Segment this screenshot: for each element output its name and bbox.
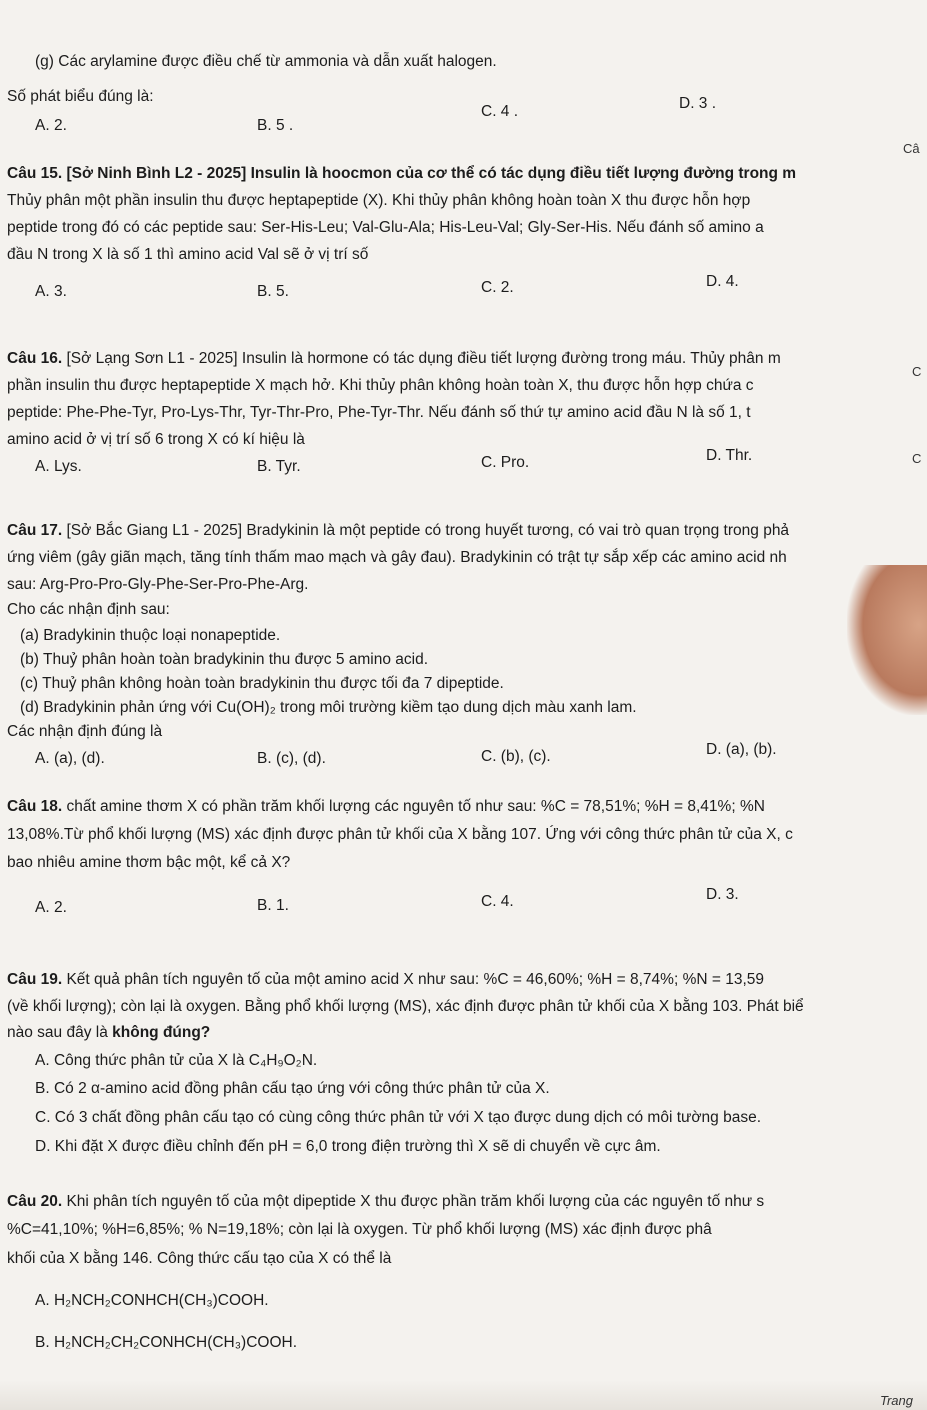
q19-option-b: B. Có 2 α-amino acid đồng phân cấu tạo ứng với công thức phân tử của X. [35, 1080, 550, 1097]
q17-line-3: sau: Arg-Pro-Pro-Gly-Phe-Ser-Pro-Phe-Arg. [7, 576, 309, 593]
q17-label: Câu 17. [7, 522, 63, 539]
top-option-c: C. 4 . [481, 103, 519, 120]
q18-option-d: D. 3. [706, 886, 739, 903]
q15-option-d: D. 4. [706, 273, 739, 290]
q18-option-c: C. 4. [481, 893, 514, 910]
q17-option-b: B. (c), (d). [257, 750, 326, 767]
q19-option-a: A. Công thức phân tử của X là C₄H₉O₂N. [35, 1052, 318, 1069]
top-option-b: B. 5 . [257, 117, 294, 134]
q15-option-c: C. 2. [481, 279, 514, 296]
q15-option-a: A. 3. [35, 283, 67, 300]
q19-option-d: D. Khi đặt X được điều chỉnh đến pH = 6,0 trong điện trường thì X sẽ di chuyển về cực âm. [35, 1138, 661, 1155]
margin-fragment: C [912, 364, 922, 379]
margin-fragment: Câ [903, 141, 920, 156]
q16-option-c: C. Pro. [481, 454, 530, 471]
q19-bold-phrase: không đúng? [112, 1024, 211, 1041]
prompt-count: Số phát biểu đúng là: [7, 88, 154, 105]
q16-label: Câu 16. [7, 350, 63, 367]
q19-label: Câu 19. [7, 971, 63, 988]
q15-line-3: peptide trong đó có các peptide sau: Ser-His-Leu; Val-Glu-Ala; His-Leu-Val; Gly-Ser-His. Nếu đánh số amino a [7, 219, 764, 236]
q16-option-d: D. Thr. [706, 447, 753, 464]
q17-option-c: C. (b), (c). [481, 748, 551, 765]
q19-line-1: Câu 19. Kết quả phân tích nguyên tố của một amino acid X như sau: %C = 46,60%; %H = 8,74%; %N = 13,59 [7, 971, 764, 988]
q20-line-1: Câu 20. Khi phân tích nguyên tố của một dipeptide X thu được phần trăm khối lượng của các nguyên tố như s [7, 1193, 765, 1210]
q17-statement-b: (b) Thuỷ phân hoàn toàn bradykinin thu được 5 amino acid. [20, 651, 429, 668]
q15-option-b: B. 5. [257, 283, 289, 300]
q17-line-1: Câu 17. [Sở Bắc Giang L1 - 2025] Bradykinin là một peptide có trong huyết tương, có vai trò quan trọng trong phả [7, 522, 790, 539]
top-option-a: A. 2. [35, 117, 67, 134]
q17-prompt: Các nhận định đúng là [7, 723, 163, 740]
q15-label: Câu 15. [7, 165, 63, 182]
q17-statement-c: (c) Thuỷ phân không hoàn toàn bradykinin thu được tối đa 7 dipeptide. [20, 675, 504, 692]
q18-line-1: Câu 18. chất amine thơm X có phần trăm khối lượng các nguyên tố như sau: %C = 78,51%; %H = 8,41%; %N [7, 798, 765, 815]
page-bottom-shade [0, 1380, 927, 1410]
q17-line-2: ứng viêm (gây giãn mạch, tăng tính thấm mao mạch và gây đau). Bradykinin có trật tự sắp xếp các amino acid nh [7, 549, 787, 566]
q18-label: Câu 18. [7, 798, 63, 815]
q15-line-4: đầu N trong X là số 1 thì amino acid Val sẽ ở vị trí số [7, 246, 369, 263]
q18-line-3: bao nhiêu amine thơm bậc một, kể cả X? [7, 854, 291, 871]
q16-line-4: amino acid ở vị trí số 6 trong X có kí hiệu là [7, 431, 305, 448]
q17-line-4: Cho các nhận định sau: [7, 601, 170, 618]
q16-line-2: phần insulin thu được heptapeptide X mạch hở. Khi thủy phân không hoàn toàn X, thu được hỗn hợp chứa c [7, 377, 754, 394]
q15-line-2: Thủy phân một phần insulin thu được heptapeptide (X). Khi thủy phân không hoàn toàn X thu được hỗn hợp [7, 192, 751, 209]
q16-line-3: peptide: Phe-Phe-Tyr, Pro-Lys-Thr, Tyr-Thr-Pro, Phe-Tyr-Thr. Nếu đánh số thứ tự amino acid đầu N là số 1, t [7, 404, 751, 421]
statement-g: (g) Các arylamine được điều chế từ ammonia và dẫn xuất halogen. [35, 53, 497, 70]
q17-statement-a: (a) Bradykinin thuộc loại nonapeptide. [20, 627, 281, 644]
q17-statement-d: (d) Bradykinin phản ứng với Cu(OH)₂ trong môi trường kiềm tạo dung dịch màu xanh lam. [20, 699, 637, 716]
margin-fragment: C [912, 451, 922, 466]
q20-line-2: %C=41,10%; %H=6,85%; % N=19,18%; còn lại là oxygen. Từ phổ khối lượng (MS) xác định được phâ [7, 1221, 712, 1238]
q19-line-2: (về khối lượng); còn lại là oxygen. Bằng phổ khối lượng (MS), xác định được phân tử khối của X bằng 103. Phát biể [7, 998, 804, 1015]
q17-option-d: D. (a), (b). [706, 741, 777, 758]
q18-option-b: B. 1. [257, 897, 289, 914]
q20-label: Câu 20. [7, 1193, 63, 1210]
q19-option-c: C. Có 3 chất đồng phân cấu tạo có cùng công thức phân tử với X tạo được dung dịch có môi tường base. [35, 1109, 762, 1126]
hand-shadow [847, 565, 927, 715]
q17-option-a: A. (a), (d). [35, 750, 105, 767]
q16-option-a: A. Lys. [35, 458, 82, 475]
q19-line-3: nào sau đây là không đúng? [7, 1024, 211, 1041]
q18-option-a: A. 2. [35, 899, 67, 916]
q16-line-1: Câu 16. [Sở Lạng Sơn L1 - 2025] Insulin là hormone có tác dụng điều tiết lượng đường trong máu. Thủy phân m [7, 350, 781, 367]
q20-line-3: khối của X bằng 146. Công thức cấu tạo của X có thể là [7, 1250, 392, 1267]
top-option-d: D. 3 . [679, 95, 717, 112]
q18-line-2: 13,08%.Từ phổ khối lượng (MS) xác định được phân tử khối của X bằng 107. Ứng với công thức phân tử của X, c [7, 826, 793, 843]
q16-option-b: B. Tyr. [257, 458, 301, 475]
page-label: Trang [880, 1393, 913, 1408]
q20-option-b: B. H₂NCH₂CH₂CONHCH(CH₃)COOH. [35, 1334, 298, 1351]
q15-line-1: Câu 15. [Sở Ninh Bình L2 - 2025] Insulin là hoocmon của cơ thể có tác dụng điều tiết lượng đường trong m [7, 165, 797, 182]
q20-option-a: A. H₂NCH₂CONHCH(CH₃)COOH. [35, 1292, 269, 1309]
